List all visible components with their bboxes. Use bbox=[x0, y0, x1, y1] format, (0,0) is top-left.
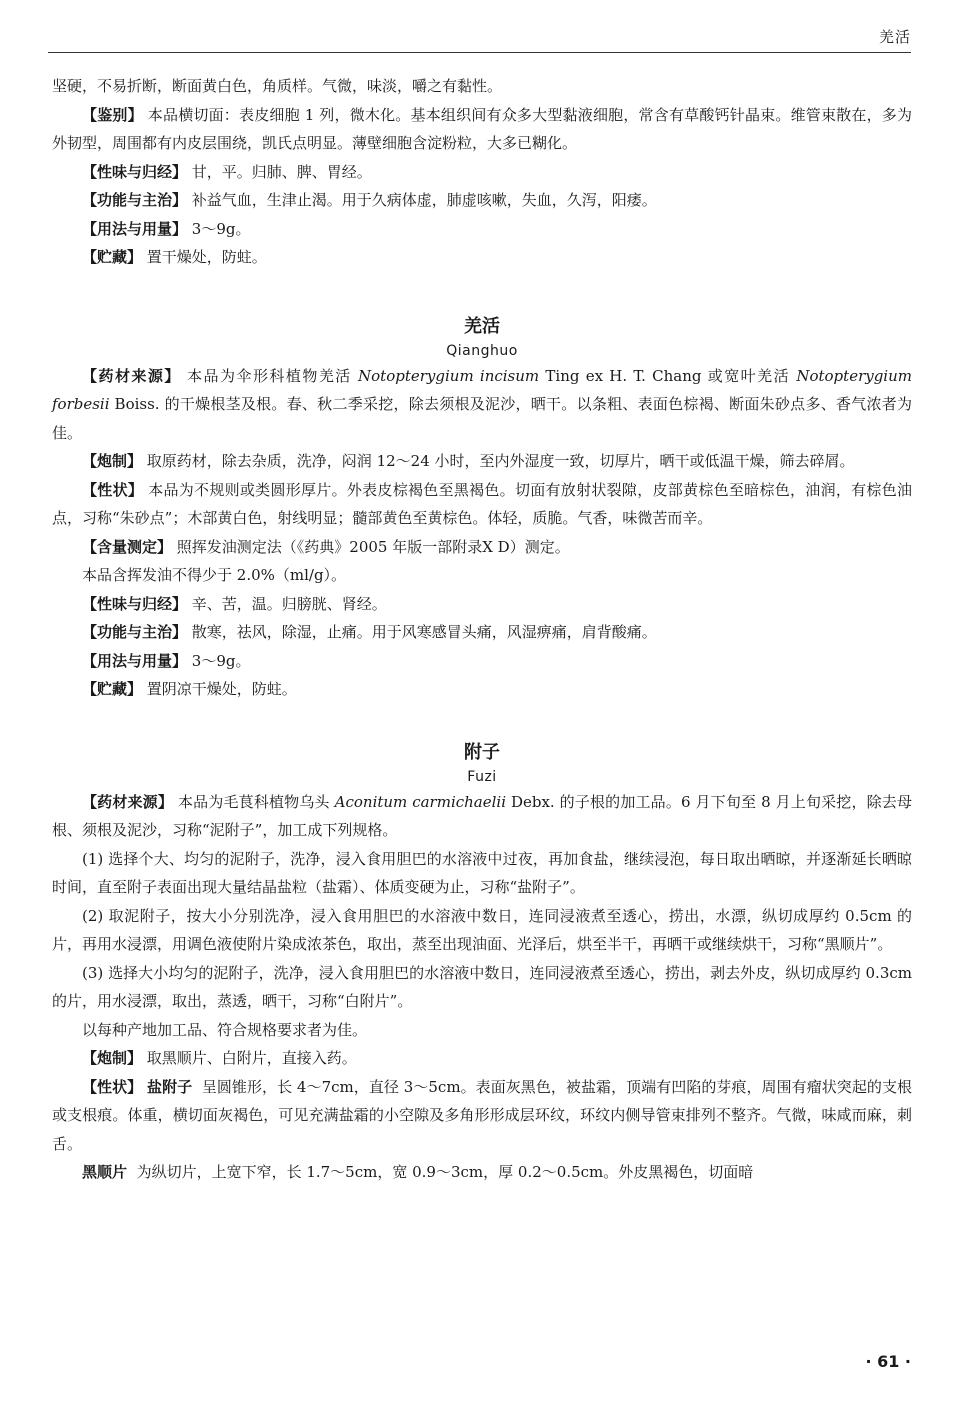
fuzi-quality-note: 以每种产地加工品、符合规格要求者为佳。 bbox=[82, 1020, 368, 1039]
processing-label: 【炮制】 bbox=[82, 452, 143, 470]
function-paragraph bbox=[52, 186, 912, 215]
fuzi-step-paragraph: (3) 选择大小均匀的泥附子，洗净，浸入食用胆巴的水溶液中数日，连同浸液煮至透心，捞出，剥去外皮，纵切成厚约 0.3cm 的片，用水浸漂，取出，蒸透，晒干，习称“白附片”。 bbox=[52, 963, 912, 1010]
fuzi-source-paragraph bbox=[52, 788, 912, 845]
storage-text: 置干燥处，防蛀。 bbox=[146, 248, 267, 266]
processing-label: 【炮制】 bbox=[82, 1049, 143, 1067]
qianghuo-assay-paragraph bbox=[52, 533, 912, 562]
source-text: Debx. 的子根的加工品。6 月下旬至 8 月上旬采挖，除去母根、须根及泥沙，习称“泥附子”，加工成下列规格。 bbox=[52, 792, 912, 839]
function-text: 补益气血，生津止渴。用于久病体虚，肺虚咳嗽，失血，久泻，阳痿。 bbox=[191, 191, 657, 209]
qianghuo-storage-paragraph bbox=[52, 675, 912, 704]
fuzi-processing-paragraph bbox=[52, 1044, 912, 1073]
character-text: 呈圆锥形，长 4～7cm，直径 3～5cm。表面灰黑色，被盐霜，顶端有凹陷的芽痕，周围有瘤状突起的支根或支根痕。体重，横切面灰褐色，可见充满盐霜的小空隙及多角形形成层环纹，环纹内侧导管束排列不整齐。气微，味咸而麻，刺舌。 bbox=[52, 1077, 912, 1153]
processing-text: 取原药材，除去杂质，洗净，闷润 12～24 小时，至内外湿度一致，切厚片，晒干或低温干燥，筛去碎屑。 bbox=[146, 452, 855, 470]
character-label: 【性状】 bbox=[82, 480, 144, 499]
continuation-paragraph: 坚硬，不易折断，断面黄白色，角质样。气微，味淡，嚼之有黏性。 bbox=[52, 77, 503, 95]
assay-label: 【含量测定】 bbox=[82, 537, 173, 556]
fuzi-step-paragraph: (2) 取泥附子，按大小分别洗净，浸入食用胆巴的水溶液中数日，连同浸液煮至透心，捞出，水漂，纵切成厚约 0.5cm 的片，再用水浸漂，用调色液使附片染成浓茶色，取出，蒸至出现油面、光泽后，烘至半干，再晒干或继续烘干，习称“黑顺片”。 bbox=[52, 906, 912, 953]
qianghuo-source-paragraph bbox=[52, 362, 912, 448]
section-spacer bbox=[52, 704, 912, 740]
qianghuo-assay-note: 本品含挥发油不得少于 2.0%（ml/g）。 bbox=[82, 566, 347, 584]
entry-pinyin-fuzi: Fuzi bbox=[467, 768, 497, 785]
entry-title-fuzi: 附子 bbox=[464, 741, 500, 763]
latin-name: Aconitum carmichaelii bbox=[334, 792, 507, 811]
identification-paragraph bbox=[52, 101, 912, 158]
nature-label: 【性味与归经】 bbox=[82, 162, 188, 181]
header-rule bbox=[48, 52, 911, 53]
page-body bbox=[52, 72, 912, 1187]
function-label: 【功能与主治】 bbox=[82, 191, 188, 209]
storage-label: 【贮藏】 bbox=[82, 248, 143, 266]
fuzi-step-paragraph: (1) 选择个大、均匀的泥附子，洗净，浸入食用胆巴的水溶液中过夜，再加食盐，继续浸泡，每日取出晒晾，并逐渐延长晒晾时间，直至附子表面出现大量结晶盐粒（盐霜）、体质变硬为止，习称“盐附子”。 bbox=[52, 849, 912, 896]
dosage-label: 【用法与用量】 bbox=[82, 219, 188, 238]
qianghuo-processing-paragraph bbox=[52, 447, 912, 476]
entry-title-qianghuo: 羌活 bbox=[464, 315, 500, 337]
source-text: 本品为伞形科植物羌活 bbox=[187, 366, 359, 385]
processing-text: 取黑顺片、白附片，直接入药。 bbox=[146, 1049, 357, 1067]
character-text: 为纵切片，上宽下窄，长 1.7～5cm，宽 0.9～3cm，厚 0.2～0.5cm。外皮黑褐色，切面暗 bbox=[136, 1163, 754, 1181]
qianghuo-nature-paragraph bbox=[52, 590, 912, 619]
source-label: 【药材来源】 bbox=[82, 792, 174, 811]
latin-name: Notopterygium forbesii bbox=[52, 366, 912, 413]
qianghuo-function-paragraph bbox=[52, 618, 912, 647]
character-text: 本品为不规则或类圆形厚片。外表皮棕褐色至黑褐色。切面有放射状裂隙，皮部黄棕色至暗棕色，油润，有棕色油点，习称“朱砂点”；木部黄白色，射线明显；髓部黄色至黄棕色。体轻，质脆。气香，味微苦而辛。 bbox=[52, 480, 912, 527]
identification-label: 【鉴别】 bbox=[82, 105, 143, 124]
function-label: 【功能与主治】 bbox=[82, 623, 188, 641]
storage-label: 【贮藏】 bbox=[82, 680, 143, 698]
nature-label: 【性味与归经】 bbox=[82, 594, 188, 613]
nature-text: 甘，平。归肺、脾、胃经。 bbox=[191, 162, 372, 181]
fuzi-character-paragraph bbox=[52, 1158, 912, 1187]
subtype-label: 盐附子 bbox=[147, 1077, 193, 1096]
page-number: · 61 · bbox=[865, 1352, 911, 1371]
source-text: Ting ex H. T. Chang 或宽叶羌活 bbox=[539, 366, 797, 385]
storage-text: 置阴凉干燥处，防蛀。 bbox=[146, 680, 297, 698]
function-text: 散寒，祛风，除湿，止痛。用于风寒感冒头痛，风湿痹痛，肩背酸痛。 bbox=[191, 623, 657, 641]
character-label: 【性状】 bbox=[82, 1077, 143, 1096]
fuzi-character-paragraph bbox=[52, 1073, 912, 1159]
nature-paragraph bbox=[52, 158, 912, 187]
section-spacer bbox=[52, 272, 912, 314]
identification-text: 本品横切面：表皮细胞 1 列，微木化。基本组织间有众多大型黏液细胞，常含有草酸钙针晶束。维管束散在，多为外韧型，周围都有内皮层围绕，凯氏点明显。薄壁细胞含淀粉粒，大多已糊化。 bbox=[52, 105, 912, 152]
latin-name: Notopterygium incisum bbox=[358, 366, 540, 385]
source-text: Boiss. 的干燥根茎及根。春、秋二季采挖，除去须根及泥沙，晒干。以条粗、表面色棕褐、断面朱砂点多、香气浓者为佳。 bbox=[52, 395, 912, 442]
qianghuo-character-paragraph bbox=[52, 476, 912, 533]
dosage-text: 3～9g。 bbox=[191, 651, 251, 670]
subtype-label: 黑顺片 bbox=[82, 1163, 128, 1181]
dosage-paragraph bbox=[52, 215, 912, 244]
source-text: 本品为毛茛科植物乌头 bbox=[177, 792, 335, 811]
entry-pinyin-qianghuo: Qianghuo bbox=[446, 342, 518, 359]
dosage-label: 【用法与用量】 bbox=[82, 651, 188, 670]
source-label: 【药材来源】 bbox=[82, 366, 181, 385]
storage-paragraph bbox=[52, 243, 912, 272]
assay-text: 照挥发油测定法（《药典》2005 年版一部附录Ⅹ D）测定。 bbox=[176, 537, 570, 556]
running-header-title: 羌活 bbox=[878, 28, 911, 46]
nature-text: 辛、苦，温。归膀胱、肾经。 bbox=[191, 594, 387, 613]
dosage-text: 3～9g。 bbox=[191, 219, 251, 238]
qianghuo-dosage-paragraph bbox=[52, 647, 912, 676]
